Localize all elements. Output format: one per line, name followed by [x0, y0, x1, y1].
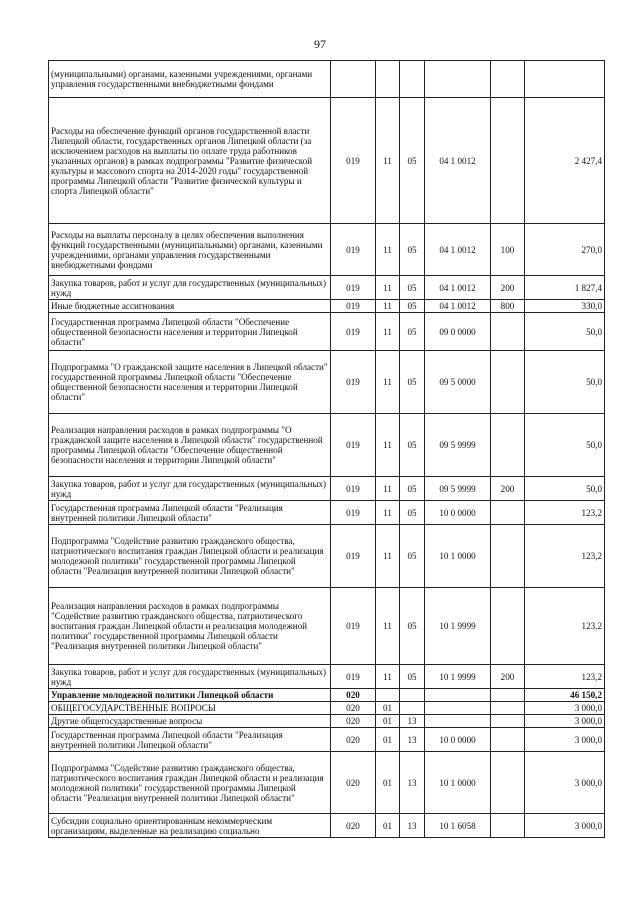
amount: 270,0: [525, 224, 605, 276]
ministry-code: 019: [331, 224, 376, 276]
section-code: 11: [376, 276, 400, 300]
table-row: [49, 525, 605, 588]
section-code: 01: [376, 752, 400, 814]
amount: 123,2: [525, 665, 605, 689]
target-article: 09 5 0000: [425, 351, 491, 414]
table-body: [49, 61, 605, 838]
section-code: 11: [376, 351, 400, 414]
expense-type: [491, 414, 525, 477]
table-row: [49, 814, 605, 838]
table-row: [49, 702, 605, 715]
section-code: 11: [376, 665, 400, 689]
section-code: 11: [376, 313, 400, 351]
subsection-code: 05: [400, 313, 425, 351]
subsection-code: [400, 689, 425, 702]
amount: 123,2: [525, 588, 605, 665]
amount: 3 000,0: [525, 715, 605, 728]
amount: 3 000,0: [525, 702, 605, 715]
section-code: 11: [376, 525, 400, 588]
expense-type: [491, 752, 525, 814]
amount: 330,0: [525, 300, 605, 313]
row-description: Государственная программа Липецкой области "Реализация внутренней политики Липецкой области": [49, 501, 331, 525]
section-code: 01: [376, 814, 400, 838]
table-row: [49, 752, 605, 814]
table-row: [49, 98, 605, 224]
table-row: [49, 313, 605, 351]
target-article: 10 1 6058: [425, 814, 491, 838]
expense-type: [491, 728, 525, 752]
ministry-code: 020: [331, 689, 376, 702]
target-article: 04 1 0012: [425, 276, 491, 300]
section-code: 11: [376, 224, 400, 276]
subsection-code: 05: [400, 414, 425, 477]
row-description: Государственная программа Липецкой области "Обеспечение общественной безопасности населения и территории Липецкой области": [49, 313, 331, 351]
ministry-code: 019: [331, 276, 376, 300]
row-description: Расходы на выплаты персоналу в целях обеспечения выполнения функций государственными (муниципальными) органами, казенными учреждениями, органами управления государственными внебюджетными фондами: [49, 224, 331, 276]
row-description: Государственная программа Липецкой области "Реализация внутренней политики Липецкой области": [49, 728, 331, 752]
section-code: 11: [376, 98, 400, 224]
section-code: 11: [376, 477, 400, 501]
target-article: 10 1 0000: [425, 752, 491, 814]
expense-type: [491, 588, 525, 665]
expense-type: 200: [491, 665, 525, 689]
target-article: [425, 715, 491, 728]
expense-type: [491, 61, 525, 98]
expense-type: [491, 702, 525, 715]
amount: 123,2: [525, 525, 605, 588]
ministry-code: [331, 61, 376, 98]
row-description: Расходы на обеспечение функций органов государственной власти Липецкой области, государственных органов Липецкой области (за исключением расходов на выплаты по оплате труда работников указанных органов) в рамках подпрограммы "Развитие физической культуры и массового спорта на 2014-2020 годы" государственной программы Липецкой области "Развитие физической культуры и спорта Липецкой области": [49, 98, 331, 224]
ministry-code: 020: [331, 814, 376, 838]
target-article: 04 1 0012: [425, 98, 491, 224]
amount: 50,0: [525, 414, 605, 477]
page-number: 97: [314, 37, 326, 51]
subsection-code: 05: [400, 351, 425, 414]
expense-type: [491, 351, 525, 414]
section-code: 01: [376, 715, 400, 728]
amount: 1 827,4: [525, 276, 605, 300]
expense-type: [491, 313, 525, 351]
row-description: Другие общегосударственные вопросы: [49, 715, 331, 728]
expense-type: 800: [491, 300, 525, 313]
table-row: [49, 300, 605, 313]
subsection-code: 05: [400, 501, 425, 525]
ministry-code: 020: [331, 728, 376, 752]
section-code: 01: [376, 702, 400, 715]
budget-table: [48, 60, 605, 838]
table-row: [49, 501, 605, 525]
ministry-code: 019: [331, 313, 376, 351]
section-code: 11: [376, 588, 400, 665]
subsection-code: 05: [400, 276, 425, 300]
row-description: Реализация направления расходов в рамках подпрограммы "О гражданской защите населения в Липецкой области" государственной программы Липецкой области "Обеспечение общественной безопасности населения и территории Липецкой области": [49, 414, 331, 477]
ministry-code: 019: [331, 477, 376, 501]
row-description: (муниципальными) органами, казенными учреждениями, органами управления государственными внебюджетными фондами: [49, 61, 331, 98]
table-row: [49, 588, 605, 665]
amount: 46 150,2: [525, 689, 605, 702]
target-article: 10 0 0000: [425, 728, 491, 752]
amount: [525, 61, 605, 98]
subsection-code: 05: [400, 224, 425, 276]
subsection-code: 13: [400, 752, 425, 814]
expense-type: 100: [491, 224, 525, 276]
section-code: 11: [376, 414, 400, 477]
row-description: Управление молодежной политики Липецкой области: [49, 689, 331, 702]
expense-type: [491, 814, 525, 838]
subsection-code: 05: [400, 525, 425, 588]
target-article: 04 1 0012: [425, 224, 491, 276]
row-description: Закупка товаров, работ и услуг для государственных (муниципальных) нужд: [49, 665, 331, 689]
section-code: [376, 61, 400, 98]
subsection-code: 05: [400, 300, 425, 313]
ministry-code: 019: [331, 525, 376, 588]
amount: 2 427,4: [525, 98, 605, 224]
subsection-code: [400, 61, 425, 98]
subsection-code: 05: [400, 665, 425, 689]
section-code: 11: [376, 501, 400, 525]
expense-type: [491, 525, 525, 588]
subsection-code: 05: [400, 588, 425, 665]
ministry-code: 019: [331, 300, 376, 313]
expense-type: [491, 501, 525, 525]
target-article: [425, 702, 491, 715]
subsection-code: 05: [400, 477, 425, 501]
subsection-code: 13: [400, 814, 425, 838]
target-article: 10 0 0000: [425, 501, 491, 525]
ministry-code: 019: [331, 414, 376, 477]
table-row: [49, 728, 605, 752]
expense-type: [491, 715, 525, 728]
section-code: 01: [376, 728, 400, 752]
target-article: 10 1 0000: [425, 525, 491, 588]
table-row: [49, 665, 605, 689]
table-row: [49, 276, 605, 300]
row-description: ОБЩЕГОСУДАРСТВЕННЫЕ ВОПРОСЫ: [49, 702, 331, 715]
ministry-code: 020: [331, 752, 376, 814]
amount: 3 000,0: [525, 814, 605, 838]
table-row: [49, 477, 605, 501]
amount: 3 000,0: [525, 752, 605, 814]
row-description: Иные бюджетные ассигнования: [49, 300, 331, 313]
amount: 50,0: [525, 351, 605, 414]
row-description: Закупка товаров, работ и услуг для государственных (муниципальных) нужд: [49, 276, 331, 300]
table-row: [49, 61, 605, 98]
amount: 123,2: [525, 501, 605, 525]
row-description: Подпрограмма "Содействие развитию гражданского общества, патриотического воспитания граждан Липецкой области и реализация молодежной политики" государственной программы Липецкой области "Реализация внутренней политики Липецкой области": [49, 752, 331, 814]
amount: 50,0: [525, 313, 605, 351]
target-article: [425, 61, 491, 98]
subsection-code: 05: [400, 98, 425, 224]
expense-type: 200: [491, 276, 525, 300]
row-description: Закупка товаров, работ и услуг для государственных (муниципальных) нужд: [49, 477, 331, 501]
ministry-code: 019: [331, 665, 376, 689]
amount: 50,0: [525, 477, 605, 501]
target-article: 04 1 0012: [425, 300, 491, 313]
table-row: [49, 689, 605, 702]
row-description: Реализация направления расходов в рамках подпрограммы "Содействие развитию гражданского общества, патриотического воспитания граждан Липецкой области и реализация молодежной политики" государственной программы Липецкой области "Реализация внутренней политики Липецкой области": [49, 588, 331, 665]
table-row: [49, 224, 605, 276]
subsection-code: 13: [400, 715, 425, 728]
expense-type: [491, 689, 525, 702]
subsection-code: 13: [400, 728, 425, 752]
row-description: Подпрограмма "О гражданской защите населения в Липецкой области" государственной программы Липецкой области "Обеспечение общественной безопасности населения и территории Липецкой области": [49, 351, 331, 414]
target-article: [425, 689, 491, 702]
expense-type: [491, 98, 525, 224]
ministry-code: 019: [331, 501, 376, 525]
ministry-code: 019: [331, 98, 376, 224]
target-article: 09 5 9999: [425, 414, 491, 477]
ministry-code: 019: [331, 351, 376, 414]
row-description: Подпрограмма "Содействие развитию гражданского общества, патриотического воспитания граждан Липецкой области и реализация молодежной политики" государственной программы Липецкой области "Реализация внутренней политики Липецкой области": [49, 525, 331, 588]
ministry-code: 020: [331, 702, 376, 715]
table-row: [49, 351, 605, 414]
table-row: [49, 715, 605, 728]
target-article: 09 0 0000: [425, 313, 491, 351]
subsection-code: [400, 702, 425, 715]
target-article: 09 5 9999: [425, 477, 491, 501]
expense-type: 200: [491, 477, 525, 501]
row-description: Субсидии социально ориентированным некоммерческим организациям, выделенные на реализацию социально: [49, 814, 331, 838]
ministry-code: 020: [331, 715, 376, 728]
section-code: 11: [376, 300, 400, 313]
amount: 3 000,0: [525, 728, 605, 752]
section-code: [376, 689, 400, 702]
table-row: [49, 414, 605, 477]
target-article: 10 1 9999: [425, 588, 491, 665]
target-article: 10 1 9999: [425, 665, 491, 689]
ministry-code: 019: [331, 588, 376, 665]
